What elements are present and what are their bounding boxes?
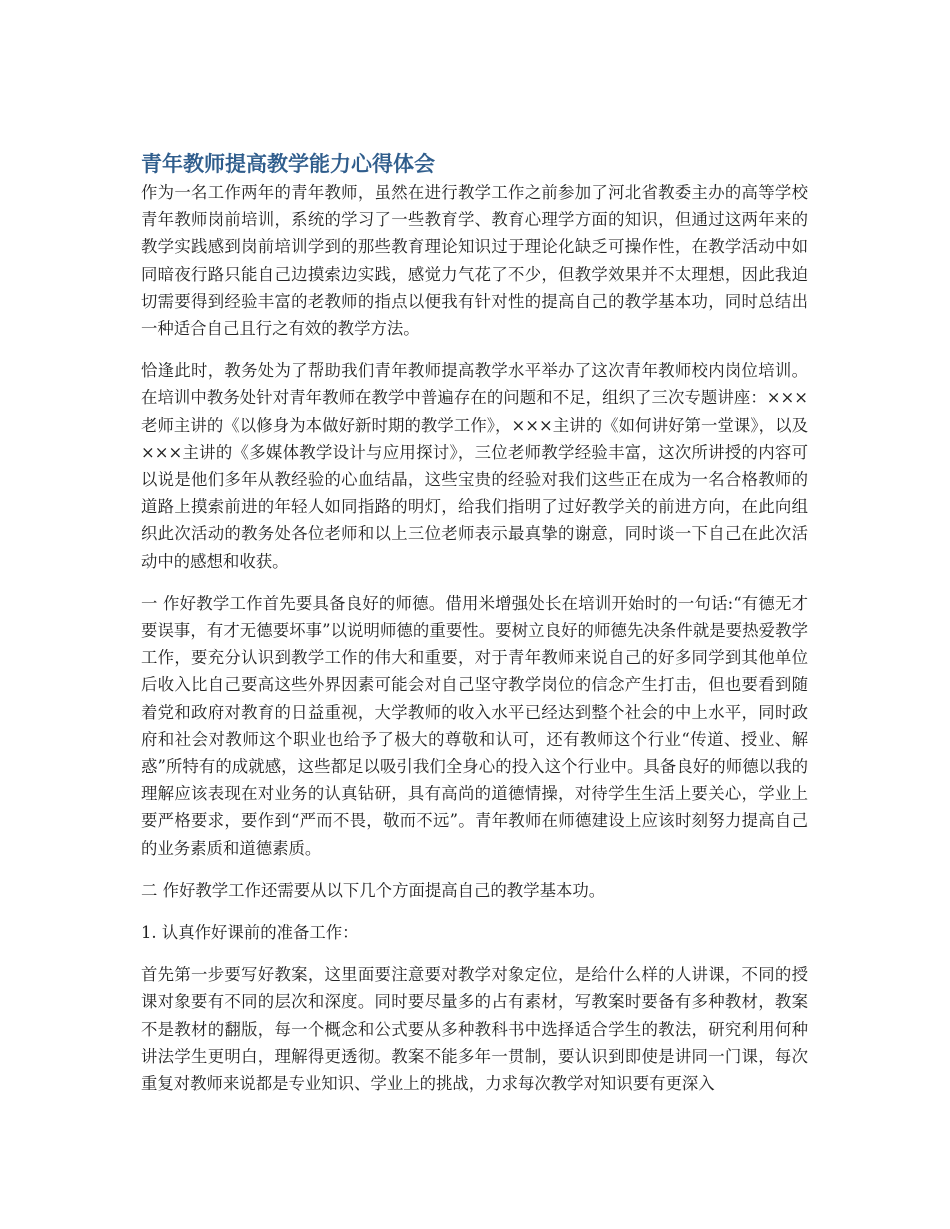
document-title: 青年教师提高教学能力心得体会 bbox=[141, 152, 435, 176]
paragraph-ethics: 一 作好教学工作首先要具备良好的师德。借用米增强处长在培训开始时的一句话:“有德无才要误事，有才无德要坏事”以说明师德的重要性。要树立良好的师德先决条件就是要热爱教学工作，要充分认识到教学工作的伟大和重要，对于青年教师来说自己的好多同学到其他单位后收入比自己要高这些外界因素可能会对自己坚守教学岗位的信念产生打击，但也要看到随着党和政府对教育的日益重视，大学教师的收入水平已经达到整个社会的中上水平，同时政府和社会对教师这个职业也给予了极大的尊敬和认可，还有教师这个行业“传道、授业、解惑”所特有的成就感，这些都足以吸引我们全身心的投入这个行业中。具备良好的师德以我的理解应该表现在对业务的认真钻研，具有高尚的道德情操，对待学生生活上要关心，学业上要严格要求，要作到“严而不畏，敬而不远”。青年教师在师德建设上应该时刻努力提高自己的业务素质和道德素质。 bbox=[141, 593, 808, 858]
paragraph-intro: 作为一名工作两年的青年教师，虽然在进行教学工作之前参加了河北省教委主办的高等学校青年教师岗前培训，系统的学习了一些教育学、教育心理学方面的知识，但通过这两年来的教学实践感到岗前培训学到的那些教育理论知识过于理论化缺乏可操作性，在教学活动中如同暗夜行路只能自己边摸索边实践，感觉力气花了不少，但教学效果并不太理想，因此我迫切需要得到经验丰富的老教师的指点以便我有针对性的提高自己的教学基本功，同时总结出一种适合自己且行之有效的教学方法。 bbox=[141, 183, 808, 339]
paragraph-item-one: 1. 认真作好课前的准备工作： bbox=[141, 923, 359, 943]
paragraph-lesson-prep: 首先第一步要写好教案，这里面要注意要对教学对象定位，是给什么样的人讲课，不同的授课对象要有不同的层次和深度。同时要尽量多的占有素材，写教案时要备有多种教材，教案不是教材的翻版，每一个概念和公式要从多种教科书中选择适合学生的教法，研究利用何种讲法学生更明白，理解得更透彻。教案不能多年一贯制，要认识到即使是讲同一门课，每次重复对教师来说都是专业知识、学业上的挑战，力求每次教学对知识要有更深入 bbox=[141, 965, 808, 1094]
document-page bbox=[141, 149, 808, 1112]
paragraph-section-two: 二 作好教学工作还需要从以下几个方面提高自己的教学基本功。 bbox=[141, 880, 606, 900]
paragraph-training: 恰逢此时，教务处为了帮助我们青年教师提高教学水平举办了这次青年教师校内岗位培训。在培训中教务处针对青年教师在教学中普遍存在的问题和不足，组织了三次专题讲座：×××老师主讲的《以修身为本做好新时期的教学工作》，×××主讲的《如何讲好第一堂课》，以及×××主讲的《多媒体教学设计与应用探讨》，三位老师教学经验丰富，这次所讲授的内容可以说是他们多年从教经验的心血结晶，这些宝贵的经验对我们这些正在成为一名合格教师的道路上摸索前进的年轻人如同指路的明灯，给我们指明了过好教学关的前进方向，在此向组织此次活动的教务处各位老师和以上三位老师表示最真挚的谢意，同时谈一下自己在此次活动中的感想和收获。 bbox=[141, 361, 808, 571]
